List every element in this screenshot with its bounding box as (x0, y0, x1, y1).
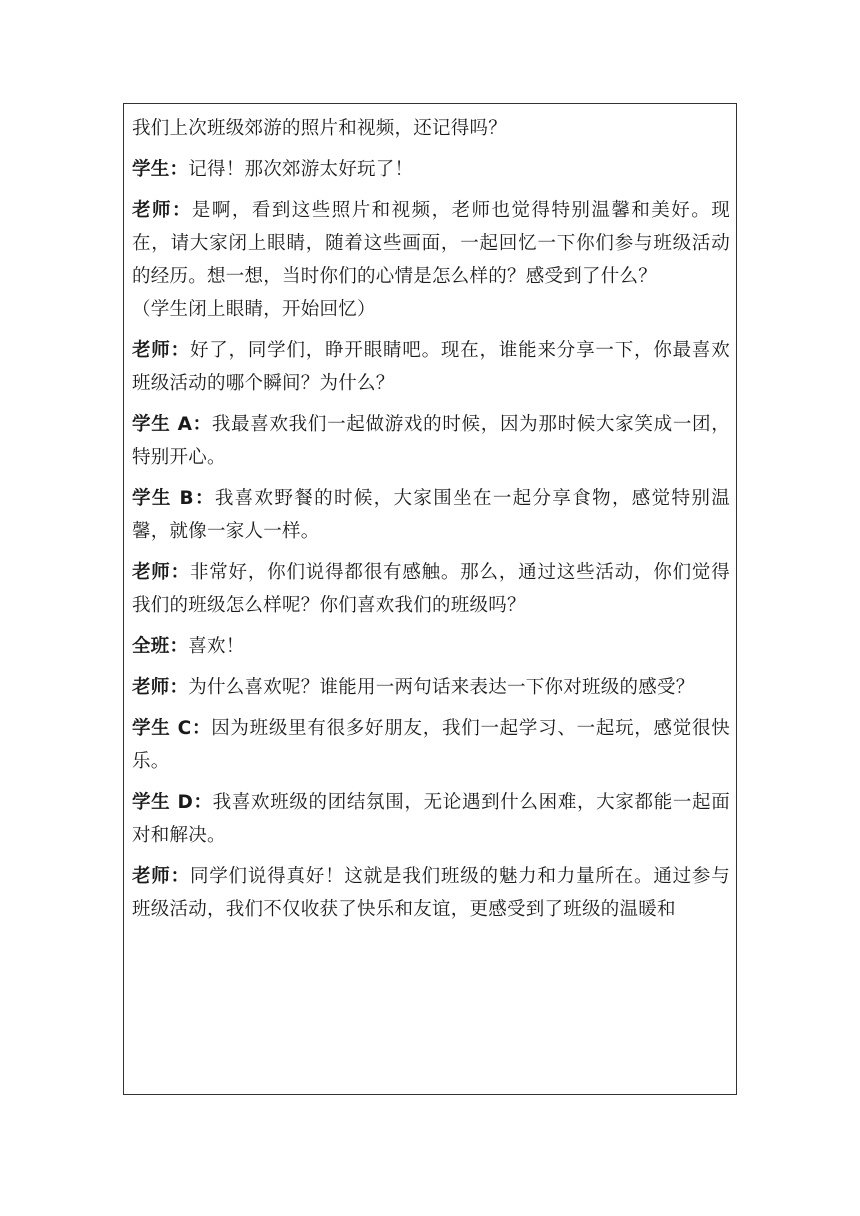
speaker-label: 学生 D： (132, 792, 213, 813)
paragraph-text: 我最喜欢我们一起做游戏的时候，因为那时候大家笑成一团，特别开心。 (132, 414, 730, 468)
paragraph-text: 我们上次班级郊游的照片和视频，还记得吗？ (132, 118, 508, 139)
paragraph-text: 我喜欢野餐的时候，大家围坐在一起分享食物，感觉特别温馨，就像一家人一样。 (132, 488, 730, 542)
transcript-paragraph (132, 334, 730, 400)
paragraph-text: 为什么喜欢呢？谁能用一两句话来表达一下你对班级的感受？ (188, 677, 695, 698)
speaker-label: 老师： (132, 866, 190, 887)
speaker-label: 学生 B： (132, 488, 215, 509)
speaker-label: 老师： (132, 340, 190, 361)
transcript-paragraph (132, 860, 730, 926)
speaker-label: 老师： (132, 677, 189, 698)
speaker-label: 学生 A： (132, 414, 212, 435)
paragraph-text: 同学们说得真好！这就是我们班级的魅力和力量所在。通过参与班级活动，我们不仅收获了快乐和友谊，更感受到了班级的温暖和 (132, 866, 730, 920)
transcript-paragraph (132, 153, 730, 186)
transcript-paragraph (132, 786, 730, 852)
transcript-paragraph (132, 630, 730, 663)
paragraph-text: 我喜欢班级的团结氛围，无论遇到什么困难，大家都能一起面对和解决。 (132, 792, 730, 846)
paragraph-text: 好了，同学们，睁开眼睛吧。现在，谁能来分享一下，你最喜欢班级活动的哪个瞬间？为什么？ (132, 340, 730, 394)
transcript-paragraph (132, 671, 730, 704)
transcript-paragraph (132, 194, 730, 293)
transcript-paragraph (132, 408, 730, 474)
transcript-content (132, 112, 730, 934)
speaker-label: 学生： (132, 159, 189, 180)
paragraph-text: 因为班级里有很多好朋友，我们一起学习、一起玩，感觉很快乐。 (132, 718, 730, 772)
paragraph-text: 是啊，看到这些照片和视频，老师也觉得特别温馨和美好。现在，请大家闭上眼睛，随着这些画面，一起回忆一下你们参与班级活动的经历。想一想，当时你们的心情是怎么样的？感受到了什么？ (132, 200, 730, 287)
transcript-paragraph (132, 712, 730, 778)
transcript-paragraph (132, 556, 730, 622)
speaker-label: 学生 C： (132, 718, 212, 739)
speaker-label: 老师： (132, 562, 190, 583)
transcript-paragraph (132, 112, 730, 145)
paragraph-text: （学生闭上眼睛，开始回忆） (132, 299, 376, 320)
paragraph-text: 记得！那次郊游太好玩了！ (188, 159, 414, 180)
paragraph-text: 非常好，你们说得都很有感触。那么，通过这些活动，你们觉得我们的班级怎么样呢？你们喜欢我们的班级吗？ (132, 562, 730, 616)
speaker-label: 老师： (132, 200, 192, 221)
transcript-paragraph (132, 293, 730, 326)
paragraph-text: 喜欢！ (188, 636, 245, 657)
lesson-transcript-table-cell (123, 103, 737, 1095)
speaker-label: 全班： (132, 636, 189, 657)
transcript-paragraph (132, 482, 730, 548)
